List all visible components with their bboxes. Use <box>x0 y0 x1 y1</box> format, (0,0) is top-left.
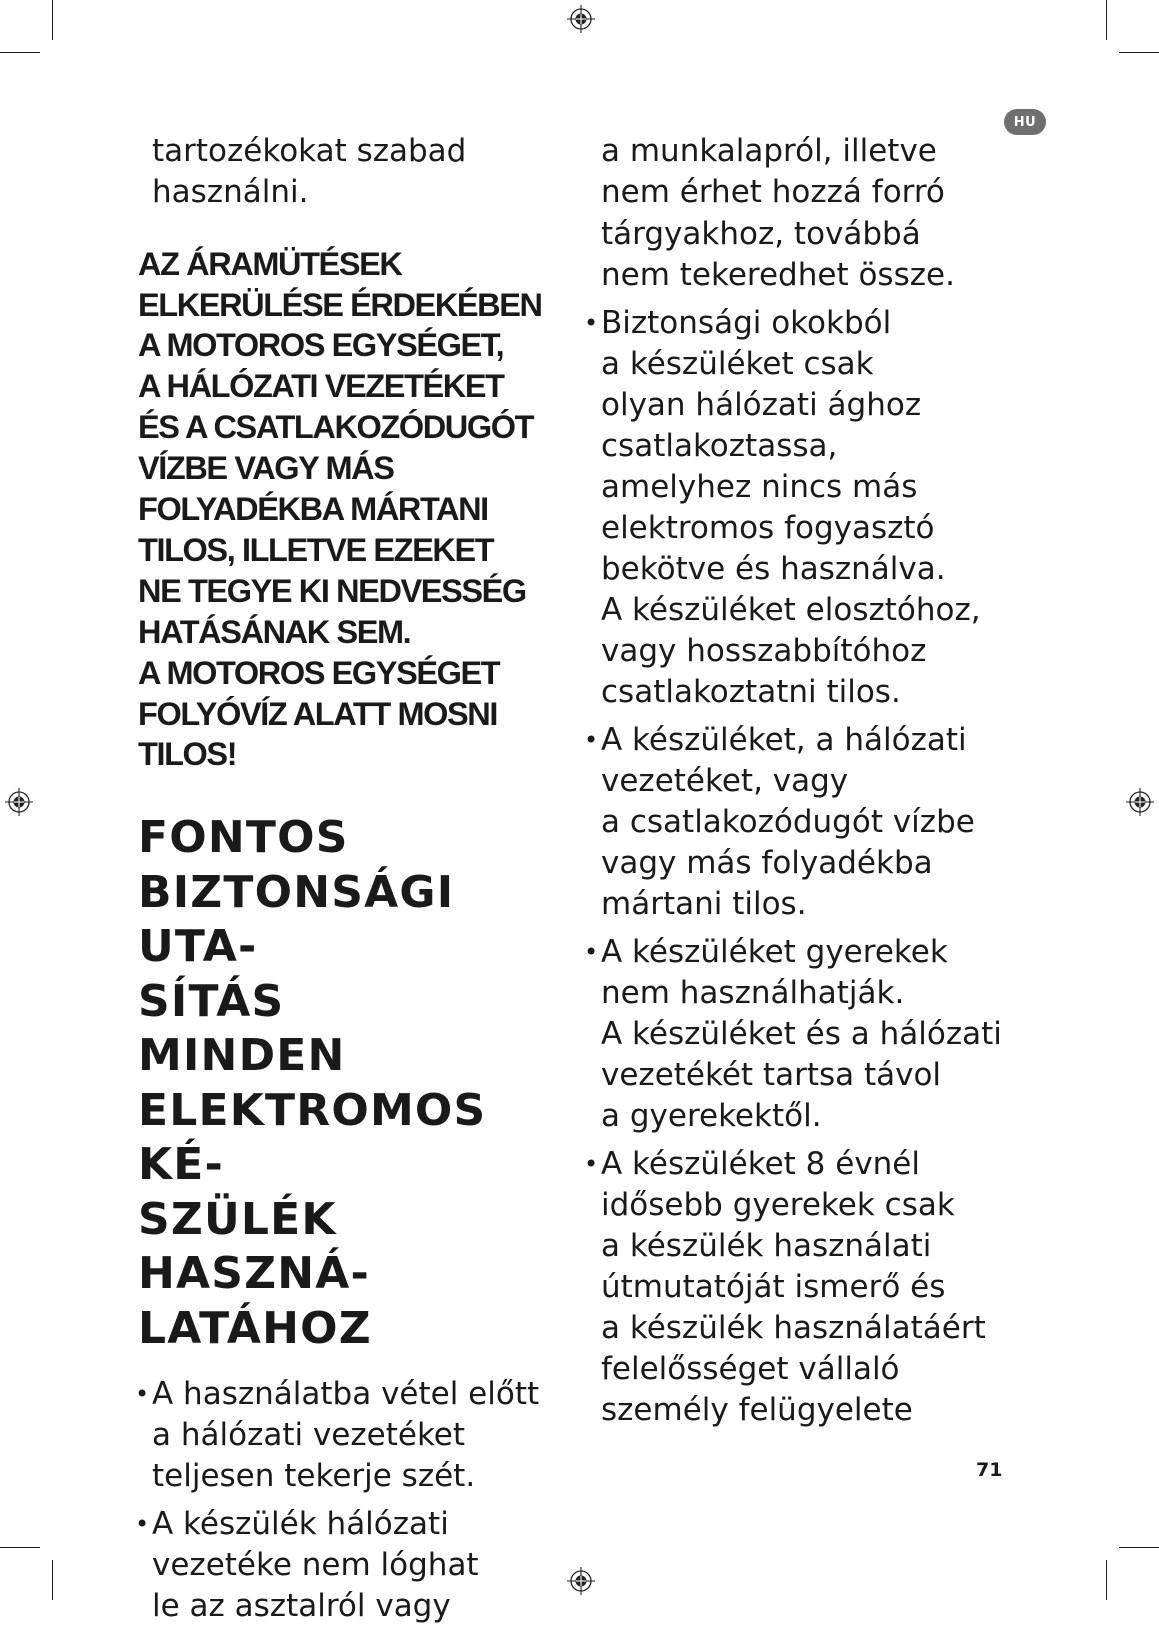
crop-mark <box>0 52 40 53</box>
right-bullet-list <box>584 303 1027 1431</box>
list-item <box>584 303 1027 713</box>
list-item <box>584 932 1027 1137</box>
list-item-text: A készüléket 8 évnél idősebb gyerekek csak a készülék használati útmutatóját ismerő és a készülék használatáért felelősséget vállaló személy felügyelete <box>601 1146 986 1429</box>
intro-text: tartozékokat szabad használni. <box>152 133 467 211</box>
page-number: 71 <box>976 1459 1003 1481</box>
list-item-text: A használatba vétel előtt a hálózati vezetéket teljesen tekerje szét. <box>152 1376 540 1495</box>
registration-mark-icon <box>566 4 596 34</box>
list-item <box>584 1144 1027 1431</box>
list-item-text: A készülék hálózati vezetéke nem lóghat le az asztalról vagy <box>152 1506 479 1625</box>
list-item <box>135 1504 558 1627</box>
right-column <box>584 131 1027 1438</box>
continuation-text: a munkalapról, illetve nem érhet hozzá forró tárgyakhoz, továbbá nem tekeredhet össze. <box>601 133 955 293</box>
list-item-text: A készüléket gyerekek nem használhatják. A készüléket és a hálózati vezetékét tartsa távol a gyerekektől. <box>601 934 1002 1135</box>
crop-mark <box>52 1560 53 1600</box>
list-item-text: Biztonsági okokból a készüléket csak olyan hálózati ághoz csatlakoztassa, amelyhez nincs más elektromos fogyasztó bekötve és használva. A készüléket elosztóhoz, vagy hosszabbítóhoz csatlakoztatni tilos. <box>601 305 981 711</box>
registration-mark-icon <box>566 1566 596 1596</box>
crop-mark <box>1106 0 1107 40</box>
language-badge: HU <box>1004 109 1046 135</box>
crop-mark <box>1106 1560 1107 1600</box>
left-bullet-list <box>135 1374 558 1627</box>
section-heading: FONTOS BIZTONSÁGI UTA- SÍTÁS MINDEN ELEKTROMOS KÉ- SZÜLÉK HASZNÁ- LATÁHOZ <box>138 812 487 1354</box>
registration-mark-icon <box>1125 787 1155 817</box>
list-item <box>584 720 1027 925</box>
bullet-dot-icon: • <box>135 1510 150 1539</box>
bullet-dot-icon: • <box>584 938 599 967</box>
crop-mark <box>52 0 53 40</box>
electric-shock-warning: AZ ÁRAMÜTÉSEK ELKERÜLÉSE ÉRDEKÉBEN A MOTOROS EGYSÉGET, A HÁLÓZATI VEZETÉKET ÉS A CSATLAKOZÓDUGÓT VÍZBE VAGY MÁS FOLYADÉKBA MÁRTANI TILOS, ILLETVE EZEKET NE TEGYE KI NEDVESSÉG HATÁSÁNAK SEM. A MOTOROS EGYSÉGET FOLYÓVÍZ ALATT MOSNI TILOS! <box>138 245 542 773</box>
bullet-dot-icon: • <box>135 1380 150 1409</box>
left-column <box>135 131 558 1634</box>
crop-mark <box>1119 52 1159 53</box>
crop-mark <box>0 1547 40 1548</box>
bullet-dot-icon: • <box>584 726 599 755</box>
bullet-dot-icon: • <box>584 309 599 338</box>
bullet-dot-icon: • <box>584 1150 599 1179</box>
list-item <box>135 1374 558 1497</box>
list-item-text: A készüléket, a hálózati vezetéket, vagy a csatlakozódugót vízbe vagy más folyadékba mártani tilos. <box>601 722 975 923</box>
crop-mark <box>1119 1547 1159 1548</box>
registration-mark-icon <box>4 787 34 817</box>
